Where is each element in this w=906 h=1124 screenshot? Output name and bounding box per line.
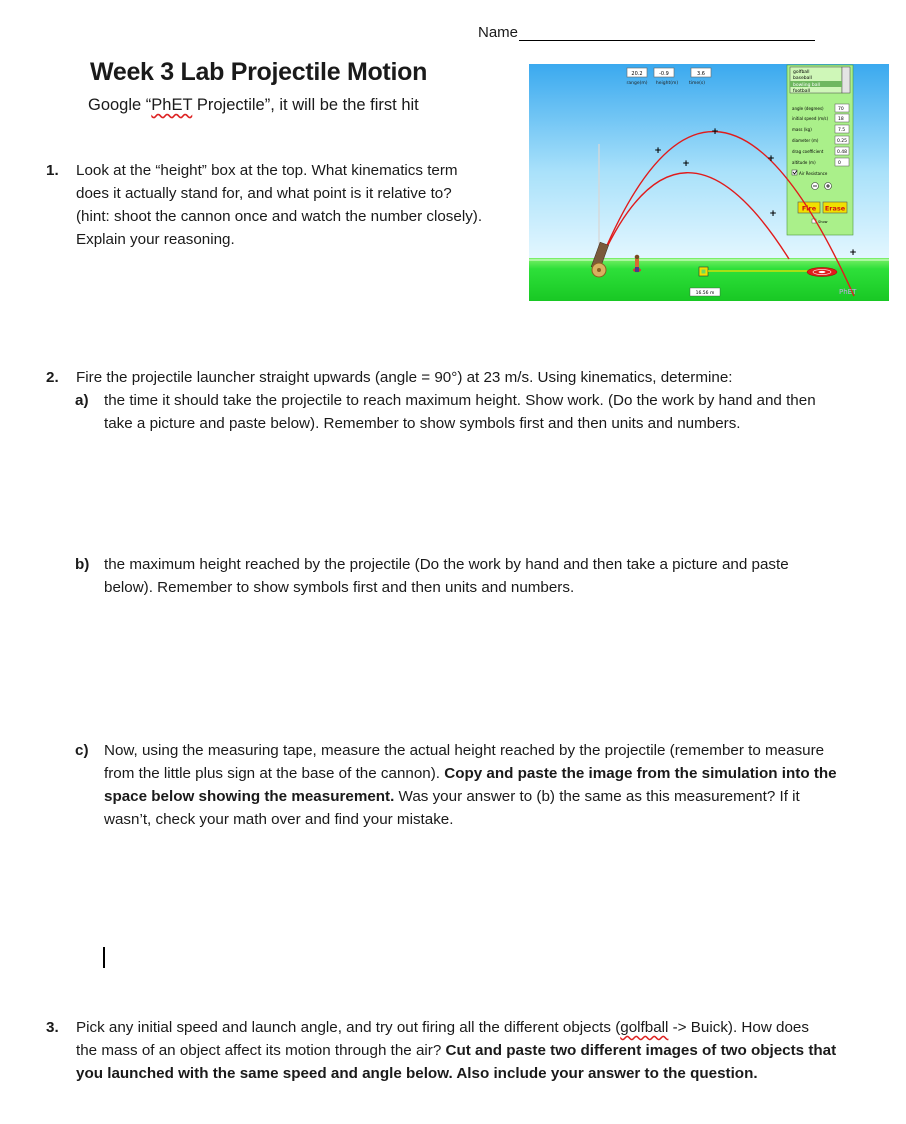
question-2c-line: Now, using the measuring tape, measure the actual height reached by the projectile (remember to measure [104,742,825,759]
param-altitude-label: altitude (m) [792,160,816,165]
question-3-line [76,1039,836,1062]
question-2b-line: the maximum height reached by the projectile (Do the work by hand and then take a picture and paste [104,556,789,573]
time-readout-value: 3.6 [697,71,705,77]
fire-button-label: Fire [801,204,817,213]
phet-simulation-screenshot [529,64,889,301]
object-option[interactable]: football [793,89,810,94]
param-mass-label: mass (kg) [792,127,812,132]
page-title: Week 3 Lab Projectile Motion [90,58,428,86]
param-altitude-value: 0 [838,161,841,166]
param-drag [792,147,849,155]
subtitle-after: Projectile”, it will be the first hit [192,96,419,114]
height-readout-value: -0.9 [659,71,669,77]
question-2b-line: below). Remember to show symbols first and then units and numbers. [104,579,575,596]
range-readout-value: 20.2 [631,71,643,77]
question-1-line: (hint: shoot the cannon once and watch the number closely). [76,208,483,225]
question-2c-text: Was your answer to (b) the same as this measurement? If it [394,788,800,805]
time-readout-label: time(s) [688,81,706,86]
air-resistance-label: Air Resistance [799,171,828,176]
question-3-number: 3. [46,1019,59,1036]
param-speed-value: 18 [838,117,844,122]
erase-button-label: Erase [824,204,846,213]
object-option-selected[interactable]: bowling ball [793,83,821,88]
phet-logo: PhET [839,288,857,296]
question-2c-line: wasn’t, check your math over and find your mistake. [104,811,454,828]
question-3-text: -> Buick). How does [668,1019,809,1036]
question-2a-label: a) [75,392,89,409]
subtitle-before: Google “ [88,96,152,114]
subtitle-brand: PhET [151,96,193,114]
question-3-line [76,1016,836,1039]
height-readout-label: height(m) [655,81,679,86]
question-3-text: Pick any initial speed and launch angle, and try out firing all the different objects ( [76,1019,621,1036]
question-1-line: Look at the “height” box at the top. What kinematics term [76,162,458,179]
name-blank-line[interactable] [519,26,815,41]
tape-readout: 16.56 m [695,291,715,296]
name-field[interactable] [478,24,815,41]
question-2-number: 2. [46,369,59,386]
question-2c-bold-text: space below showing the measurement. [104,788,395,805]
param-angle [792,104,849,112]
landing-target [807,268,837,277]
question-3-text: the mass of an object affect its motion through the air? [76,1042,446,1059]
param-diameter-value: 0.25 [837,139,848,144]
question-1 [46,159,516,259]
sim-control-panel [787,65,853,235]
question-2a-line: take a picture and paste below). Remember to show symbols first and then units and numbers. [104,415,741,432]
param-angle-value: 70 [838,107,844,112]
object-option[interactable]: baseball [793,76,812,81]
question-3-bold-line: you launched with the same speed and angle below. Also include your answer to the question. [76,1065,758,1082]
param-speed-label: initial speed (m/s) [792,116,829,121]
param-initial-speed [792,114,849,122]
svg-text:+: + [849,248,857,258]
question-2b-label: b) [75,556,90,573]
param-drag-label: drag coefficient [792,149,824,154]
param-diameter-label: diameter (m) [792,138,819,143]
question-1-line: Explain your reasoning. [76,231,235,248]
name-label: Name [478,24,519,41]
svg-text:+: + [769,209,777,219]
object-option[interactable]: golfball [793,70,810,75]
param-mass-value: 7.5 [838,128,846,133]
question-2c-line [104,762,837,785]
svg-text:+: + [711,127,719,137]
question-2c-line [104,785,837,808]
question-2c-bold-text: Copy and paste the image from the simulation into the [444,765,837,782]
show-label: Show [818,220,828,224]
question-2a-line: the time it should take the projectile to reach maximum height. Show work. (Do the work by hand and then [104,392,816,409]
svg-text:+: + [767,154,775,164]
question-3-bold-text: Cut and paste two different images of two objects that [445,1042,837,1059]
range-readout-label: range(m) [626,81,648,86]
text-cursor[interactable] [103,947,105,968]
question-2-intro-text: Fire the projectile launcher straight upwards (angle = 90°) at 23 m/s. Using kinematics, determine: [76,369,733,386]
svg-text:+: + [654,146,662,156]
subtitle [88,96,419,115]
param-angle-label: angle (degrees) [792,106,824,111]
svg-text:+: + [682,159,690,169]
person-figure [635,255,640,272]
question-2c-text: from the little plus sign at the base of the cannon). [104,765,445,782]
question-3-squiggle-word: golfball [620,1019,669,1036]
sim-readouts [627,68,711,86]
question-2c-label: c) [75,742,89,759]
question-1-line: does it actually stand for, and what point is it relative to? [76,185,452,202]
question-1-number: 1. [46,162,59,179]
param-drag-value: 0.48 [837,150,848,155]
